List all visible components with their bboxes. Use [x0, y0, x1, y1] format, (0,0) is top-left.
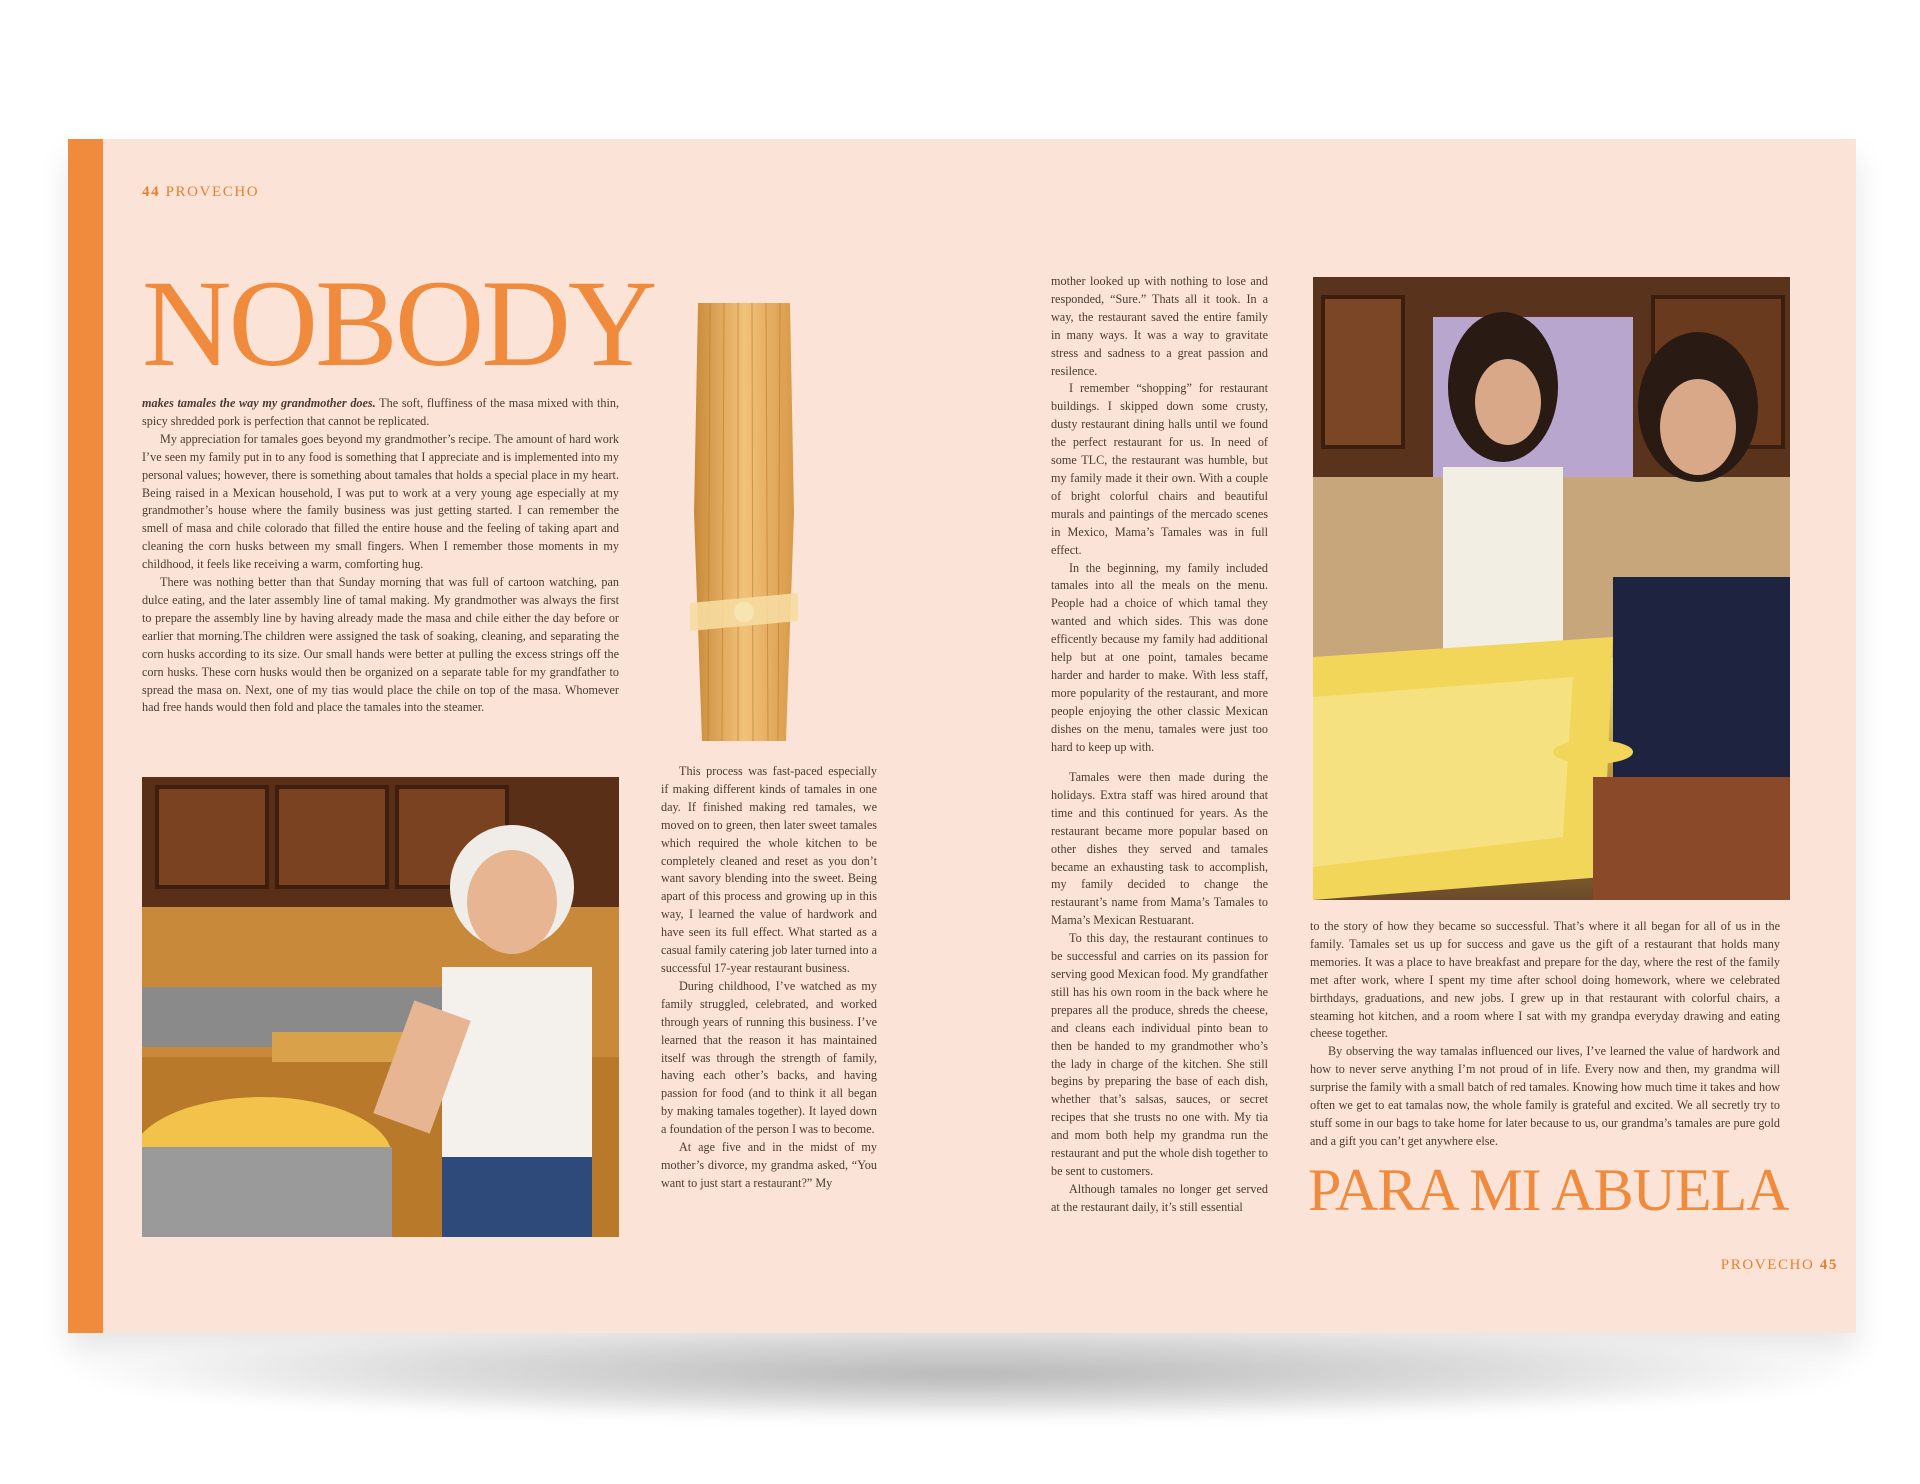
column-5-para-2: By observing the way tamalas influenced our lives, I’ve learned the value of hardwork and how to never serve anything I’m not proud of in life. Every now and then, my grandma will surprise the family with a small batch of red tamales. Knowing how much time it takes and how often we get to eat tamalas now, the whole family is grateful and excited. We all secretly try to stuff some in our bags to take home for later because to us, our grandma’s tamales are pure gold and a gift you can’t get anywhere else. — [1310, 1044, 1780, 1148]
lead-in: makes tamales the way my grandmother does. — [142, 396, 376, 410]
column-2-para-3: At age five and in the midst of my mother’s divorce, my grandma asked, “You want to just start a restaurant?” My — [661, 1140, 877, 1190]
column-4-para-2: To this day, the restaurant continues to be successful and carries on its passion for serving good Mexican food. My grandfather still has his own room in the back where he prepares all the produce, shreds the cheese, and cleans each individual pinto bean to then be handed to my grandmother who’s the lady in charge of the kitchen. She still begins by preparing the base of each dish, whether that’s salsas, sauces, or secret recipes that she trusts no one with. My tia and mom both help my grandma run the restaurant and put the whole dish together to be sent to customers. — [1051, 931, 1268, 1178]
folio-left — [142, 184, 259, 201]
column-3 — [1051, 273, 1268, 756]
folio-right — [1721, 1257, 1838, 1274]
column-5-para-1: to the story of how they became so successful. That’s where it all began for all of us in the family. Tamales set us up for success and gave us the gift of a restaurant that holds many memories. It was a place to have breakfast and prepare for the day, where the rest of the family met after work, where I spent my time after school doing homework, where we celebrated birthdays, graduations, and new jobs. I grew up in that restaurant with colorful chairs, a steaming hot kitchen, and a room where I sat with my grandpa everyday drawing and eating cheese together. — [1310, 919, 1780, 1041]
column-4-para-1: Tamales were then made during the holidays. Extra staff was hired around that time and this continued for years. As the restaurant became more popular based on other dishes they served and tamales became an exhausting task to accomplish, my family decided to change the restaurant’s name from Mama’s Tamales to Mama’s Mexican Restuarant. — [1051, 770, 1268, 928]
photo-tamale-husk — [690, 303, 798, 741]
column-1 — [142, 395, 619, 717]
orange-spine-bar — [68, 139, 103, 1333]
column-5 — [1310, 918, 1780, 1151]
column-2 — [661, 763, 877, 1193]
column-2-para-1: This process was fast-paced especially if making different kinds of tamales in one day. If finished making red tamales, we moved on to green, then later sweet tamales which required the whole kitchen to be completely cleaned and reset as you don’t want savory blending into the sweet. Being apart of this process and growing up in this way, I learned the value of hardwork and have seen its full effect. What started as a casual family catering job later turned into a successful 17-year restaurant business. — [661, 764, 877, 975]
column-1-para-1 — [142, 395, 619, 431]
column-1-para-2: My appreciation for tamales goes beyond my grandmother’s recipe. The amount of hard work I’ve seen my family put in to any food is something that I appreciate and is implemented into my personal values; however, there is something about tamales that holds a special place in my heart. Being raised in a Mexican household, I was put to work at a very young age especially at my grandmother’s house where the family business was just getting started. I can remember the smell of masa and chile colorado that filled the entire house and the feeling of taking apart and cleaning the corn husks between my small fingers. When I remember those moments in my childhood, it feels like receiving a warm, comforting hug. — [142, 431, 619, 572]
column-1-para-3: There was nothing better than that Sunday morning that was full of cartoon watching, pan dulce eating, and the later assembly line of tamal making. My grandmother was always the first to prepare the assembly line by having already made the masa and chile either the day before or earlier that morning.The children were assigned the task of soaking, cleaning, and separating the corn husks according to its size. Our small hands were better at pulling the excess strings off the corn husks. These corn husks would then be organized on a separate table for my grandfather to spread the masa on. Next, one of my tias would place the chile on top of the masa. Whomever had free hands would then fold and place the tamales into the steamer. — [142, 575, 619, 715]
spread-shadow — [80, 1330, 1850, 1420]
page-number-left: 44 — [142, 184, 161, 200]
tamale-husk-illustration — [690, 303, 798, 741]
closing-headline: PARA MI ABUELA — [1308, 1157, 1789, 1223]
column-3-para-3: In the beginning, my family included tamales into all the meals on the menu. People had a choice of which tamal they wanted and which sides. This was done efficently because my family had additional help but at one point, tamales became harder and harder to make. With less staff, more popularity of the restaurant, and more people enjoying the other classic Mexican dishes on the menu, tamales were just too hard to keep up with. — [1051, 560, 1268, 754]
column-2-para-2: During childhood, I’ve watched as my family struggled, celebrated, and worked through years of running this business. I’ve learned that the reason it has maintained itself was through the strength of family, having each other’s backs, and having passion for food (and to think it all began by making tamales together). It layed down a foundation of the person I was to become. — [661, 978, 877, 1137]
column-4 — [1051, 769, 1268, 1217]
page-number-right: 45 — [1819, 1257, 1838, 1273]
photo-girl-in-kitchen — [142, 777, 619, 1237]
magazine-name-right: PROVECHO — [1720, 1257, 1815, 1273]
photo-girl-illustration — [142, 777, 619, 1237]
column-3-para-1: mother looked up with nothing to lose and responded, “Sure.” Thats all it took. In a way, the restaurant saved the entire family in many ways. It was a way to gravitate stress and sadness to a great passion and resilence. — [1051, 274, 1268, 378]
magazine-name-left: PROVECHO — [165, 184, 260, 200]
column-3-para-2: I remember “shopping” for restaurant buildings. I skipped down some crusty, dusty restaurant dining halls until we found the perfect restaurant for us. In need of some TLC, the restaurant was humble, but my family made it their own. With a couple of bright colorful chairs and beautiful murals and paintings of the mercado scenes in Mexico, Mama’s Tamales was in full effect. — [1051, 381, 1268, 557]
lead-rest: The soft, fluffiness of the masa mixed with thin, spicy shredded pork is perfection that cannot be replicated. — [142, 396, 619, 428]
headline: NOBODY — [142, 255, 655, 392]
photo-women-making-tamales — [1313, 277, 1790, 900]
kitchen-illustration — [1313, 277, 1790, 900]
column-4-para-3: Although tamales no longer get served at the restaurant daily, it’s still essential — [1051, 1181, 1268, 1214]
